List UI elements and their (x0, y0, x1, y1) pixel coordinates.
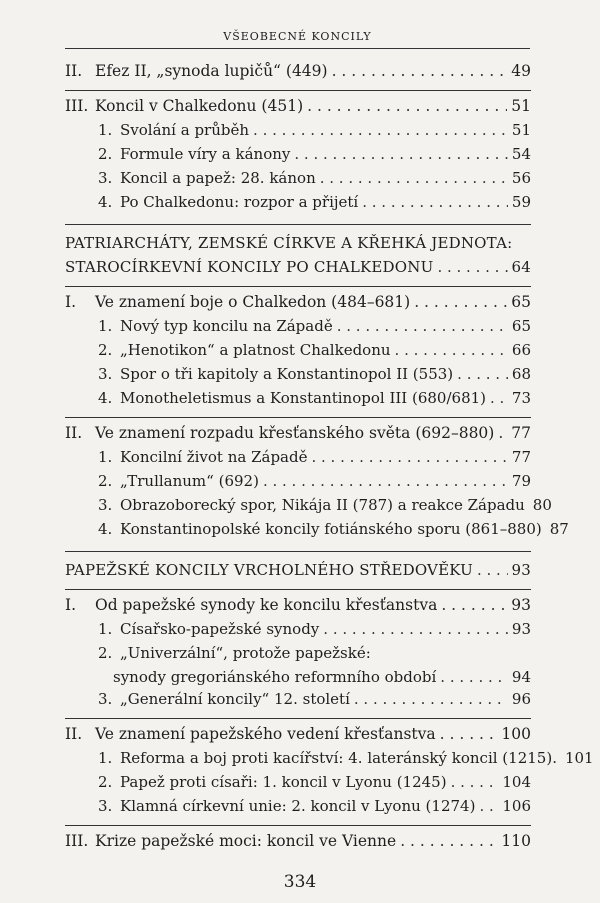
toc-entry-title: Obrazoborecký spor, Nikája II (787) a reakce Západu (120, 496, 525, 514)
toc-entry-title: „Generální koncily“ 12. století (120, 690, 350, 708)
toc-entry-page: 59 (511, 193, 531, 211)
toc-entry-number: III. (65, 97, 89, 115)
toc-entry-page: 106 (502, 797, 531, 815)
toc-entry-page: 65 (511, 317, 531, 335)
toc-entry-title: Koncil v Chalkedonu (451) (95, 97, 304, 115)
toc-entry[interactable] (65, 317, 531, 341)
toc-entry[interactable] (65, 341, 531, 365)
toc-entry-title: Papež proti císaři: 1. koncil v Lyonu (1245) (120, 773, 447, 791)
toc-entry-title: Ve znamení boje o Chalkedon (484–681) (95, 293, 411, 311)
toc-entry[interactable] (65, 234, 531, 258)
toc-entry[interactable] (65, 472, 531, 496)
toc-entry-page: 73 (511, 389, 531, 407)
toc-entry-page: 66 (511, 341, 531, 359)
toc-entry[interactable] (65, 169, 531, 193)
toc-entry-page: 96 (511, 690, 531, 708)
toc-entry-number: II. (65, 62, 83, 80)
toc-entry-number: 1. (98, 620, 113, 638)
toc-entry-number: 3. (98, 169, 113, 187)
toc-entry[interactable] (65, 193, 531, 217)
section-divider (65, 417, 531, 418)
toc-entry[interactable] (65, 97, 531, 121)
toc-entry[interactable] (65, 644, 531, 668)
toc-entry[interactable] (65, 293, 531, 317)
toc-entry-page: 93 (511, 620, 531, 638)
toc-entry-page: 77 (511, 448, 531, 466)
toc-entry-page: 93 (511, 596, 531, 614)
toc-entry-number: 2. (98, 773, 113, 791)
toc-entry-title: Spor o tři kapitoly a Konstantinopol II (553) (120, 365, 454, 383)
toc-entry-title: Od papežské synody ke koncilu křesťanstva (95, 596, 438, 614)
dot-leader (440, 668, 508, 686)
toc-entry-title: synody gregoriánského reformního období (113, 668, 437, 686)
toc-entry-page: 110 (501, 832, 531, 850)
toc-entry[interactable] (65, 561, 531, 585)
toc-entry-page: 68 (511, 365, 531, 383)
toc-entry[interactable] (65, 596, 531, 620)
toc-entry-number: I. (65, 293, 77, 311)
toc-entry[interactable] (65, 520, 569, 544)
dot-leader (354, 690, 508, 708)
toc-entry-page: 77 (511, 424, 531, 442)
dot-leader (253, 121, 508, 139)
section-divider (65, 718, 531, 719)
toc-entry-title: Koncil a papež: 28. kánon (120, 169, 316, 187)
toc-entry-title: Ve znamení papežského vedení křesťanstva (95, 725, 436, 743)
dot-leader (440, 725, 498, 743)
dot-leader (263, 472, 508, 490)
dot-leader (311, 448, 507, 466)
toc-entry-title: „Trullanum“ (692) (120, 472, 259, 490)
toc-entry-number: III. (65, 832, 89, 850)
toc-entry-page: 56 (511, 169, 531, 187)
toc-entry-page: 93 (511, 561, 531, 579)
toc-entry-title: Krize papežské moci: koncil ve Vienne (95, 832, 397, 850)
toc-entry-title: Formule víry a kánony (120, 145, 291, 163)
toc-entry[interactable] (65, 668, 531, 690)
toc-entry-page: 49 (511, 62, 531, 80)
toc-entry-title: PAPEŽSKÉ KONCILY VRCHOLNÉHO STŘEDOVĚKU (65, 561, 473, 579)
toc-entry-number: 2. (98, 472, 113, 490)
dot-leader (437, 258, 507, 276)
section-divider (65, 589, 531, 590)
toc-entry-number: 2. (98, 145, 113, 163)
dot-leader (294, 145, 508, 163)
toc-entry-number: 1. (98, 448, 113, 466)
dot-leader (479, 797, 498, 815)
toc-entry[interactable] (65, 797, 531, 821)
toc-entry[interactable] (65, 749, 594, 773)
section-divider (65, 90, 531, 91)
toc-entry-page: 100 (501, 725, 531, 743)
toc-entry[interactable] (65, 145, 531, 169)
toc-entry-number: 3. (98, 797, 113, 815)
toc-entry-title: PATRIARCHÁTY, ZEMSKÉ CÍRKVE A KŘEHKÁ JEDNOTA: (65, 234, 513, 252)
toc-entry[interactable] (65, 389, 531, 413)
toc-entry[interactable] (65, 121, 531, 145)
toc-entry-title: Svolání a průběh (120, 121, 250, 139)
dot-leader (457, 365, 508, 383)
dot-leader (441, 596, 507, 614)
running-header: VŠEOBECNÉ KONCILY (223, 30, 372, 43)
toc-entry[interactable] (65, 832, 531, 856)
table-of-contents (65, 62, 594, 856)
toc-entry-number: 3. (98, 365, 113, 383)
toc-entry-title: Po Chalkedonu: rozpor a přijetí (120, 193, 359, 211)
toc-entry-title: Monotheletismus a Konstantinopol III (680/681) (120, 389, 487, 407)
toc-entry-title: Reforma a boj proti kacířství: 4. lateránský koncil (1215). (120, 749, 557, 767)
toc-entry-number: 4. (98, 193, 113, 211)
dot-leader (400, 832, 497, 850)
dot-leader (490, 389, 508, 407)
toc-entry[interactable] (65, 690, 531, 714)
toc-entry-title: Efez II, „synoda lupičů“ (449) (95, 62, 328, 80)
toc-entry[interactable] (65, 424, 531, 448)
toc-entry-number: 2. (98, 341, 113, 359)
toc-entry-page: 51 (511, 97, 531, 115)
toc-entry-page: 54 (511, 145, 531, 163)
toc-entry-number: 1. (98, 121, 113, 139)
header-rule (65, 48, 530, 49)
toc-entry[interactable] (65, 365, 531, 389)
toc-entry[interactable] (65, 496, 552, 520)
toc-entry-number: I. (65, 596, 77, 614)
toc-entry-title: Koncilní život na Západě (120, 448, 308, 466)
toc-entry-page: 104 (502, 773, 531, 791)
toc-entry-title: Nový typ koncilu na Západě (120, 317, 333, 335)
toc-entry[interactable] (65, 620, 531, 644)
toc-entry-title: Ve znamení rozpadu křesťanského světa (692–880) (95, 424, 495, 442)
toc-entry-page: 51 (511, 121, 531, 139)
toc-entry-title: Klamná církevní unie: 2. koncil v Lyonu (1274) (120, 797, 476, 815)
dot-leader (414, 293, 507, 311)
toc-entry[interactable] (65, 258, 531, 282)
dot-leader (337, 317, 508, 335)
toc-entry-number: 1. (98, 749, 113, 767)
toc-entry-page: 94 (511, 668, 531, 686)
toc-entry-page: 64 (511, 258, 531, 276)
toc-entry-title: Konstantinopolské koncily fotiánského sporu (861–880) (120, 520, 542, 538)
dot-leader (320, 169, 508, 187)
toc-entry-title: STAROCÍRKEVNÍ KONCILY PO CHALKEDONU (65, 258, 434, 276)
toc-entry-number: 2. (98, 644, 113, 662)
toc-entry-number: II. (65, 424, 83, 442)
toc-entry[interactable] (65, 773, 531, 797)
toc-entry-title: „Henotikon“ a platnost Chalkedonu (120, 341, 391, 359)
dot-leader (332, 62, 508, 80)
toc-entry[interactable] (65, 62, 531, 86)
dot-leader (451, 773, 499, 791)
toc-entry-number: 4. (98, 389, 113, 407)
dot-leader (477, 561, 508, 579)
toc-entry-page: 65 (511, 293, 531, 311)
toc-entry-number: 1. (98, 317, 113, 335)
dot-leader (362, 193, 508, 211)
toc-entry-number: 4. (98, 520, 113, 538)
section-divider (65, 825, 531, 826)
toc-entry-title: „Univerzální“, protože papežské: (120, 644, 371, 662)
toc-entry[interactable] (65, 725, 531, 749)
section-divider (65, 224, 531, 225)
dot-leader (498, 424, 507, 442)
dot-leader (307, 97, 507, 115)
toc-entry-page: 79 (511, 472, 531, 490)
dot-leader (395, 341, 508, 359)
toc-entry-number: 3. (98, 690, 113, 708)
toc-entry-number: II. (65, 725, 83, 743)
toc-entry-page: 80 (532, 496, 552, 514)
toc-entry-page: 101 (564, 749, 594, 767)
section-divider (65, 551, 531, 552)
toc-entry-number: 3. (98, 496, 113, 514)
toc-entry[interactable] (65, 448, 531, 472)
toc-entry-page: 87 (549, 520, 569, 538)
section-divider (65, 286, 531, 287)
dot-leader (323, 620, 508, 638)
page-number: 334 (283, 872, 317, 892)
toc-entry-title: Císařsko-papežské synody (120, 620, 320, 638)
